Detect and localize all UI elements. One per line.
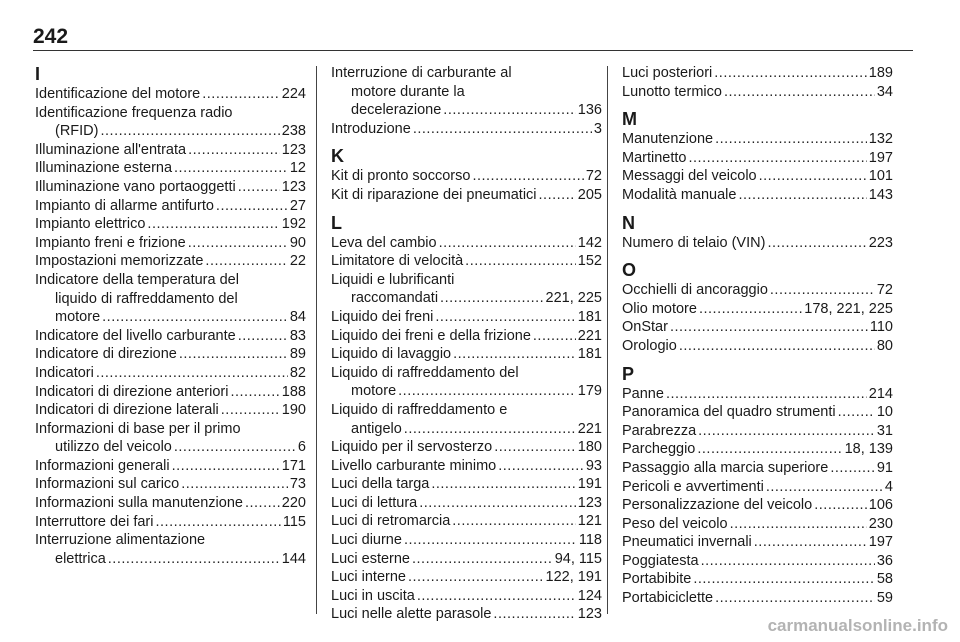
- index-entry: [331, 364, 602, 401]
- entry-page-ref: 191: [577, 476, 602, 493]
- index-entry: [35, 494, 306, 513]
- index-entry: [35, 345, 306, 364]
- entry-page-ref: 238: [281, 123, 306, 140]
- entry-page-ref: 123: [577, 606, 602, 623]
- entry-label: OnStar: [622, 319, 668, 336]
- entry-page-ref: 27: [289, 197, 306, 214]
- entry-page-ref: 122, 191: [545, 569, 602, 586]
- entry-label: Kit di riparazione dei pneumatici: [331, 186, 537, 203]
- dot-leader: [435, 308, 575, 327]
- entry-label: Interruzione di carburante al: [331, 65, 512, 81]
- entry-label: Modalità manuale: [622, 186, 737, 203]
- entry-page-ref: 132: [868, 131, 893, 148]
- dot-leader: [443, 101, 576, 120]
- entry-label: Passaggio alla marcia superiore: [622, 459, 829, 476]
- index-entry: [622, 496, 893, 515]
- index-entry: [35, 85, 306, 104]
- entry-page-ref: 4: [884, 478, 893, 495]
- dot-leader: [408, 568, 544, 587]
- entry-page-ref: 123: [281, 178, 306, 195]
- page-number: 242: [33, 25, 69, 48]
- entry-label-continuation: liquido di raffreddamento del: [55, 290, 238, 307]
- entry-label: Manutenzione: [622, 131, 714, 148]
- entry-label-tail: raccomandati: [351, 290, 439, 307]
- dot-leader: [174, 438, 296, 457]
- entry-label: Parabrezza: [622, 422, 697, 439]
- dot-leader: [697, 440, 842, 459]
- entry-label: Indicatori di direzione laterali: [35, 402, 219, 419]
- dot-leader: [838, 403, 875, 422]
- entry-page-ref: 230: [868, 515, 893, 532]
- index-entry: [35, 271, 306, 327]
- entry-label: Leva del cambio: [331, 234, 437, 251]
- dot-leader: [453, 345, 576, 364]
- dot-leader: [738, 186, 866, 205]
- index-entry: [622, 589, 893, 608]
- entry-label-tail: (RFID): [55, 123, 99, 140]
- index-entry: [622, 459, 893, 478]
- entry-label: Olio motore: [622, 300, 697, 317]
- entry-page-ref: 94, 115: [554, 550, 602, 567]
- entry-label: Liquido per il servosterzo: [331, 439, 493, 456]
- entry-label: Kit di pronto soccorso: [331, 168, 471, 185]
- dot-leader: [216, 197, 288, 216]
- index-entry: [622, 167, 893, 186]
- entry-label: Orologio: [622, 337, 677, 354]
- index-entry: [331, 186, 602, 205]
- index-entry: [331, 64, 602, 120]
- dot-leader: [188, 234, 288, 253]
- entry-page-ref: 123: [577, 494, 602, 511]
- entry-label: Liquidi e lubrificanti: [331, 271, 455, 288]
- column-divider: [316, 66, 317, 614]
- entry-label: Martinetto: [622, 149, 687, 166]
- entry-label: Introduzione: [331, 120, 411, 137]
- dot-leader: [730, 515, 867, 534]
- index-entry: [622, 83, 893, 102]
- entry-page-ref: 91: [876, 459, 893, 476]
- entry-label: Luci in uscita: [331, 587, 415, 604]
- entry-label: Impianto elettrico: [35, 216, 146, 233]
- entry-label: Indicatori di direzione anteriori: [35, 383, 229, 400]
- entry-page-ref: 152: [577, 253, 602, 270]
- index-entry: [331, 550, 602, 569]
- index-entry: [331, 234, 602, 253]
- index-entry: [35, 513, 306, 532]
- entry-label: Panoramica del quadro strumenti: [622, 404, 836, 421]
- dot-leader: [172, 457, 280, 476]
- entry-page-ref: 181: [577, 308, 602, 325]
- dot-leader: [412, 550, 553, 569]
- dot-leader: [440, 289, 544, 308]
- dot-leader: [715, 589, 875, 608]
- index-entry: [35, 475, 306, 494]
- index-entry: [622, 149, 893, 168]
- index-entry: [331, 531, 602, 550]
- index-entry: [331, 401, 602, 438]
- dot-leader: [699, 300, 802, 319]
- entry-page-ref: 89: [289, 346, 306, 363]
- entry-label: Luci nelle alette parasole: [331, 606, 492, 623]
- dot-leader: [701, 552, 875, 571]
- entry-page-ref: 106: [868, 497, 893, 514]
- entry-label: Illuminazione vano portaoggetti: [35, 178, 236, 195]
- index-entry: [331, 327, 602, 346]
- dot-leader: [814, 496, 867, 515]
- dot-leader: [539, 186, 576, 205]
- entry-label: Indicatori: [35, 364, 94, 381]
- index-entry: [622, 64, 893, 83]
- entry-page-ref: 83: [289, 327, 306, 344]
- entry-label-tail: motore: [351, 383, 397, 400]
- entry-page-ref: 31: [876, 422, 893, 439]
- dot-leader: [188, 141, 280, 160]
- entry-page-ref: 12: [289, 160, 306, 177]
- index-column-2: [331, 64, 602, 624]
- entry-page-ref: 220: [281, 495, 306, 512]
- entry-label-tail: antigelo: [351, 420, 402, 437]
- entry-label: Livello carburante minimo: [331, 457, 497, 474]
- dot-leader: [230, 383, 279, 402]
- entry-page-ref: 82: [289, 364, 306, 381]
- entry-page-ref: 221: [577, 420, 602, 437]
- entry-label: Indicatore della temperatura del: [35, 271, 239, 288]
- watermark: carmanualsonline.info: [767, 616, 948, 635]
- entry-page-ref: 59: [876, 590, 893, 607]
- entry-page-ref: 3: [593, 120, 602, 137]
- dot-leader: [698, 422, 875, 441]
- dot-leader: [670, 318, 868, 337]
- index-entry: [331, 308, 602, 327]
- dot-leader: [472, 167, 583, 186]
- entry-label: Occhielli di ancoraggio: [622, 282, 768, 299]
- entry-label: Informazioni sulla manutenzione: [35, 495, 243, 512]
- header-rule: [33, 50, 913, 51]
- entry-page-ref: 143: [868, 186, 893, 203]
- entry-page-ref: 93: [585, 457, 602, 474]
- entry-page-ref: 118: [578, 532, 602, 549]
- dot-leader: [766, 478, 883, 497]
- entry-label: Liquido di raffreddamento del: [331, 364, 519, 381]
- index-section-letter: P: [622, 363, 635, 384]
- dot-leader: [688, 149, 866, 168]
- entry-label: Poggiatesta: [622, 552, 699, 569]
- entry-page-ref: 189: [868, 65, 893, 81]
- index-entry: [35, 383, 306, 402]
- entry-page-ref: 58: [876, 571, 893, 588]
- column-divider: [607, 66, 608, 614]
- entry-page-ref: 124: [577, 587, 602, 604]
- index-section-letter: N: [622, 212, 635, 233]
- dot-leader: [498, 457, 584, 476]
- entry-label-continuation: motore durante la: [351, 83, 465, 100]
- entry-label: Luci di retromarcia: [331, 513, 451, 530]
- dot-leader: [493, 605, 575, 624]
- dot-leader: [439, 234, 576, 253]
- entry-page-ref: 136: [577, 102, 602, 119]
- index-entry: [622, 570, 893, 589]
- entry-label: Impostazioni memorizzate: [35, 253, 204, 270]
- dot-leader: [238, 178, 280, 197]
- dot-leader: [245, 494, 280, 513]
- dot-leader: [715, 130, 867, 149]
- dot-leader: [724, 83, 875, 102]
- entry-page-ref: 34: [876, 83, 893, 100]
- index-entry: [331, 271, 602, 308]
- dot-leader: [398, 382, 576, 401]
- entry-label: Identificazione del motore: [35, 86, 201, 102]
- entry-page-ref: 18, 139: [844, 441, 893, 458]
- index-entry: [622, 385, 893, 404]
- index-entry: [35, 197, 306, 216]
- entry-label: Identificazione frequenza radio: [35, 104, 233, 121]
- entry-page-ref: 101: [868, 168, 893, 185]
- index-entry: [35, 252, 306, 271]
- index-entry: [622, 130, 893, 149]
- index-entry: [35, 104, 306, 141]
- index-entry: [331, 475, 602, 494]
- entry-page-ref: 190: [281, 402, 306, 419]
- index-column-1: [35, 64, 306, 568]
- dot-leader: [452, 512, 576, 531]
- index-entry: [622, 552, 893, 571]
- entry-page-ref: 214: [868, 385, 893, 402]
- dot-leader: [754, 533, 867, 552]
- entry-page-ref: 192: [281, 216, 306, 233]
- index-entry: [622, 234, 893, 253]
- entry-label: Limitatore di velocità: [331, 253, 464, 270]
- entry-label: Illuminazione all'entrata: [35, 141, 187, 158]
- dot-leader: [102, 308, 288, 327]
- index-entry: [35, 234, 306, 253]
- entry-page-ref: 10: [876, 404, 893, 421]
- entry-label: Informazioni di base per il primo: [35, 420, 241, 437]
- dot-leader: [533, 327, 576, 346]
- index-entry: [331, 252, 602, 271]
- entry-page-ref: 221: [577, 327, 602, 344]
- entry-page-ref: 73: [289, 476, 306, 493]
- dot-leader: [413, 120, 592, 139]
- entry-label: Informazioni sul carico: [35, 476, 180, 493]
- index-entry: [622, 440, 893, 459]
- entry-label: Indicatore di direzione: [35, 346, 177, 363]
- index-entry: [35, 141, 306, 160]
- index-entry: [35, 178, 306, 197]
- index-entry: [331, 568, 602, 587]
- index-entry: [35, 215, 306, 234]
- entry-page-ref: 123: [281, 141, 306, 158]
- dot-leader: [179, 345, 288, 364]
- index-entry: [35, 531, 306, 568]
- index-entry: [622, 186, 893, 205]
- index-section-letter: L: [331, 212, 342, 233]
- dot-leader: [759, 167, 867, 186]
- entry-label: Interruzione alimentazione: [35, 532, 206, 549]
- entry-label-tail: motore: [55, 309, 101, 326]
- entry-page-ref: 181: [577, 346, 602, 363]
- index-entry: [331, 494, 602, 513]
- index-entry: [35, 457, 306, 476]
- index-entry: [622, 403, 893, 422]
- index-entry: [331, 167, 602, 186]
- entry-label: Luci di lettura: [331, 494, 418, 511]
- entry-page-ref: 6: [297, 439, 306, 456]
- index-column-3: [622, 64, 893, 608]
- index-entry: [622, 422, 893, 441]
- entry-label-tail: utilizzo del veicolo: [55, 439, 172, 456]
- entry-page-ref: 36: [876, 552, 893, 569]
- entry-page-ref: 22: [289, 253, 306, 270]
- entry-label-tail: elettrica: [55, 550, 106, 567]
- index-entry: [622, 515, 893, 534]
- dot-leader: [221, 401, 280, 420]
- entry-label: Liquido dei freni: [331, 308, 434, 325]
- index-section-letter: M: [622, 109, 637, 130]
- entry-label: Liquido dei freni e della frizione: [331, 327, 531, 344]
- index-entry: [622, 478, 893, 497]
- entry-page-ref: 84: [289, 309, 306, 326]
- entry-page-ref: 188: [281, 383, 306, 400]
- index-entry: [331, 345, 602, 364]
- entry-label: Illuminazione esterna: [35, 160, 173, 177]
- dot-leader: [147, 215, 279, 234]
- dot-leader: [205, 252, 287, 271]
- dot-leader: [770, 281, 875, 300]
- entry-page-ref: 142: [577, 234, 602, 251]
- dot-leader: [404, 531, 577, 550]
- index-entry: [35, 327, 306, 346]
- index-entry: [35, 420, 306, 457]
- entry-label: Impianto di allarme antifurto: [35, 197, 214, 214]
- entry-page-ref: 224: [281, 86, 306, 102]
- entry-page-ref: 179: [577, 383, 602, 400]
- entry-label: Peso del veicolo: [622, 515, 728, 532]
- entry-label: Numero di telaio (VIN): [622, 234, 766, 251]
- entry-label: Panne: [622, 385, 664, 402]
- entry-page-ref: 223: [868, 234, 893, 251]
- dot-leader: [238, 327, 288, 346]
- index-entry: [622, 337, 893, 356]
- dot-leader: [108, 550, 280, 569]
- entry-label: Personalizzazione del veicolo: [622, 497, 813, 514]
- entry-page-ref: 121: [577, 513, 602, 530]
- entry-label: Pericoli e avvertimenti: [622, 478, 764, 495]
- dot-leader: [404, 420, 576, 439]
- dot-leader: [174, 159, 288, 178]
- dot-leader: [101, 122, 280, 141]
- index-section-letter: I: [35, 64, 41, 84]
- index-entry: [331, 512, 602, 531]
- entry-page-ref: 110: [869, 319, 893, 336]
- entry-page-ref: 72: [876, 282, 893, 299]
- entry-label: Liquido di raffreddamento e: [331, 401, 508, 418]
- entry-label: Luci interne: [331, 569, 406, 586]
- dot-leader: [830, 459, 875, 478]
- entry-label: Impianto freni e frizione: [35, 234, 186, 251]
- entry-page-ref: 197: [868, 149, 893, 166]
- entry-page-ref: 178, 221, 225: [804, 300, 893, 317]
- dot-leader: [465, 252, 576, 271]
- dot-leader: [202, 85, 280, 104]
- entry-page-ref: 115: [282, 513, 306, 530]
- entry-page-ref: 144: [281, 550, 306, 567]
- entry-page-ref: 90: [289, 234, 306, 251]
- entry-label: Parcheggio: [622, 441, 696, 458]
- dot-leader: [96, 364, 288, 383]
- dot-leader: [155, 513, 280, 532]
- entry-label: Indicatore del livello carburante: [35, 327, 236, 344]
- entry-label: Interruttore dei fari: [35, 513, 154, 530]
- dot-leader: [666, 385, 867, 404]
- index-section-letter: K: [331, 146, 344, 167]
- entry-label: Informazioni generali: [35, 457, 170, 474]
- entry-label: Luci esterne: [331, 550, 410, 567]
- index-entry: [622, 533, 893, 552]
- entry-label: Portabiciclette: [622, 590, 714, 607]
- dot-leader: [494, 438, 576, 457]
- entry-page-ref: 80: [876, 337, 893, 354]
- dot-leader: [714, 64, 867, 83]
- dot-leader: [679, 337, 875, 356]
- index-entry: [331, 120, 602, 139]
- entry-page-ref: 180: [577, 439, 602, 456]
- index-section-letter: O: [622, 260, 637, 281]
- dot-leader: [419, 494, 576, 513]
- dot-leader: [181, 475, 288, 494]
- entry-label: Luci posteriori: [622, 65, 713, 81]
- dot-leader: [431, 475, 575, 494]
- index-entry: [35, 401, 306, 420]
- entry-page-ref: 205: [577, 186, 602, 203]
- index-entry: [35, 159, 306, 178]
- entry-label: Luci della targa: [331, 476, 430, 493]
- entry-label: Liquido di lavaggio: [331, 346, 452, 363]
- index-entry: [331, 438, 602, 457]
- entry-page-ref: 197: [868, 534, 893, 551]
- dot-leader: [693, 570, 875, 589]
- entry-label: Luci diurne: [331, 532, 402, 549]
- entry-label-tail: decelerazione: [351, 102, 442, 119]
- index-entry: [622, 281, 893, 300]
- entry-page-ref: 171: [281, 457, 306, 474]
- index-entry: [35, 364, 306, 383]
- index-entry: [622, 318, 893, 337]
- entry-label: Messaggi del veicolo: [622, 168, 757, 185]
- index-entry: [331, 457, 602, 476]
- entry-page-ref: 221, 225: [545, 290, 602, 307]
- entry-page-ref: 72: [585, 168, 602, 185]
- index-entry: [331, 605, 602, 624]
- index-entry: [331, 587, 602, 606]
- entry-label: Lunotto termico: [622, 83, 722, 100]
- index-entry: [622, 300, 893, 319]
- dot-leader: [767, 234, 866, 253]
- entry-label: Pneumatici invernali: [622, 534, 752, 551]
- entry-label: Portabibite: [622, 571, 692, 588]
- dot-leader: [417, 587, 576, 606]
